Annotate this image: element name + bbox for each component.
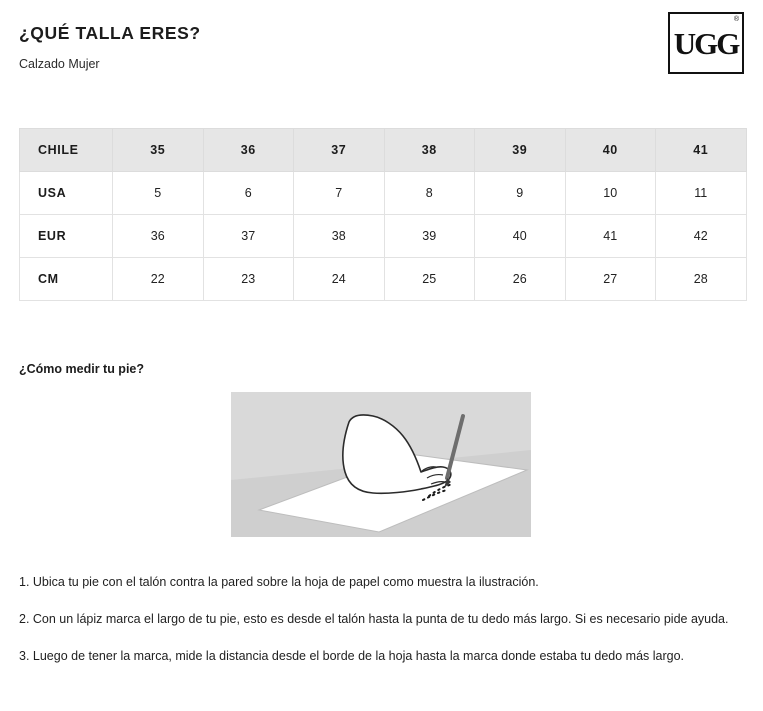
measure-heading: ¿Cómo medir tu pie? [19, 362, 144, 376]
ugg-logo-text: UGG [673, 25, 739, 61]
table-cell: 42 [656, 215, 747, 258]
table-header-cell: 35 [113, 129, 204, 172]
table-cell: 27 [565, 258, 656, 301]
table-header-cell: 41 [656, 129, 747, 172]
table-header-cell: 38 [384, 129, 475, 172]
page-header [19, 16, 744, 92]
table-cell: 22 [113, 258, 204, 301]
table-header-cell: 40 [565, 129, 656, 172]
table-cell: 5 [113, 172, 204, 215]
table-cell: 39 [384, 215, 475, 258]
measure-step: 1. Ubica tu pie con el talón contra la pared sobre la hoja de papel como muestra la ilustración. [19, 575, 539, 589]
row-label: EUR [20, 215, 113, 258]
page-subtitle: Calzado Mujer [19, 57, 100, 71]
row-label: USA [20, 172, 113, 215]
table-cell: 38 [294, 215, 385, 258]
table-cell: 41 [565, 215, 656, 258]
table-row [20, 172, 747, 215]
table-cell: 37 [203, 215, 294, 258]
table-cell: 23 [203, 258, 294, 301]
table-cell: 40 [475, 215, 566, 258]
table-cell: 10 [565, 172, 656, 215]
table-row [20, 258, 747, 301]
table-row [20, 215, 747, 258]
table-header-cell: 36 [203, 129, 294, 172]
table-header-row [20, 129, 747, 172]
size-conversion-table [19, 128, 747, 301]
measure-step: 2. Con un lápiz marca el largo de tu pie, esto es desde el talón hasta la punta de tu dedo más largo. Si es necesario pide ayuda. [19, 612, 729, 626]
foot-illustration-svg [231, 392, 531, 537]
table-cell: 8 [384, 172, 475, 215]
size-table-container [19, 128, 746, 301]
registered-trademark-icon: ® [733, 16, 739, 23]
page-title: ¿QUÉ TALLA ERES? [19, 23, 201, 43]
table-cell: 25 [384, 258, 475, 301]
table-cell: 9 [475, 172, 566, 215]
ugg-logo [668, 12, 744, 74]
table-header-cell: CHILE [20, 129, 113, 172]
table-cell: 36 [113, 215, 204, 258]
measure-step: 3. Luego de tener la marca, mide la distancia desde el borde de la hoja hasta la marca donde estaba tu dedo más largo. [19, 649, 685, 663]
table-cell: 28 [656, 258, 747, 301]
table-cell: 26 [475, 258, 566, 301]
row-label: CM [20, 258, 113, 301]
table-header-cell: 37 [294, 129, 385, 172]
table-cell: 7 [294, 172, 385, 215]
table-cell: 24 [294, 258, 385, 301]
measure-steps [19, 572, 746, 683]
foot-measurement-illustration [231, 392, 531, 537]
table-cell: 6 [203, 172, 294, 215]
table-cell: 11 [656, 172, 747, 215]
table-header-cell: 39 [475, 129, 566, 172]
